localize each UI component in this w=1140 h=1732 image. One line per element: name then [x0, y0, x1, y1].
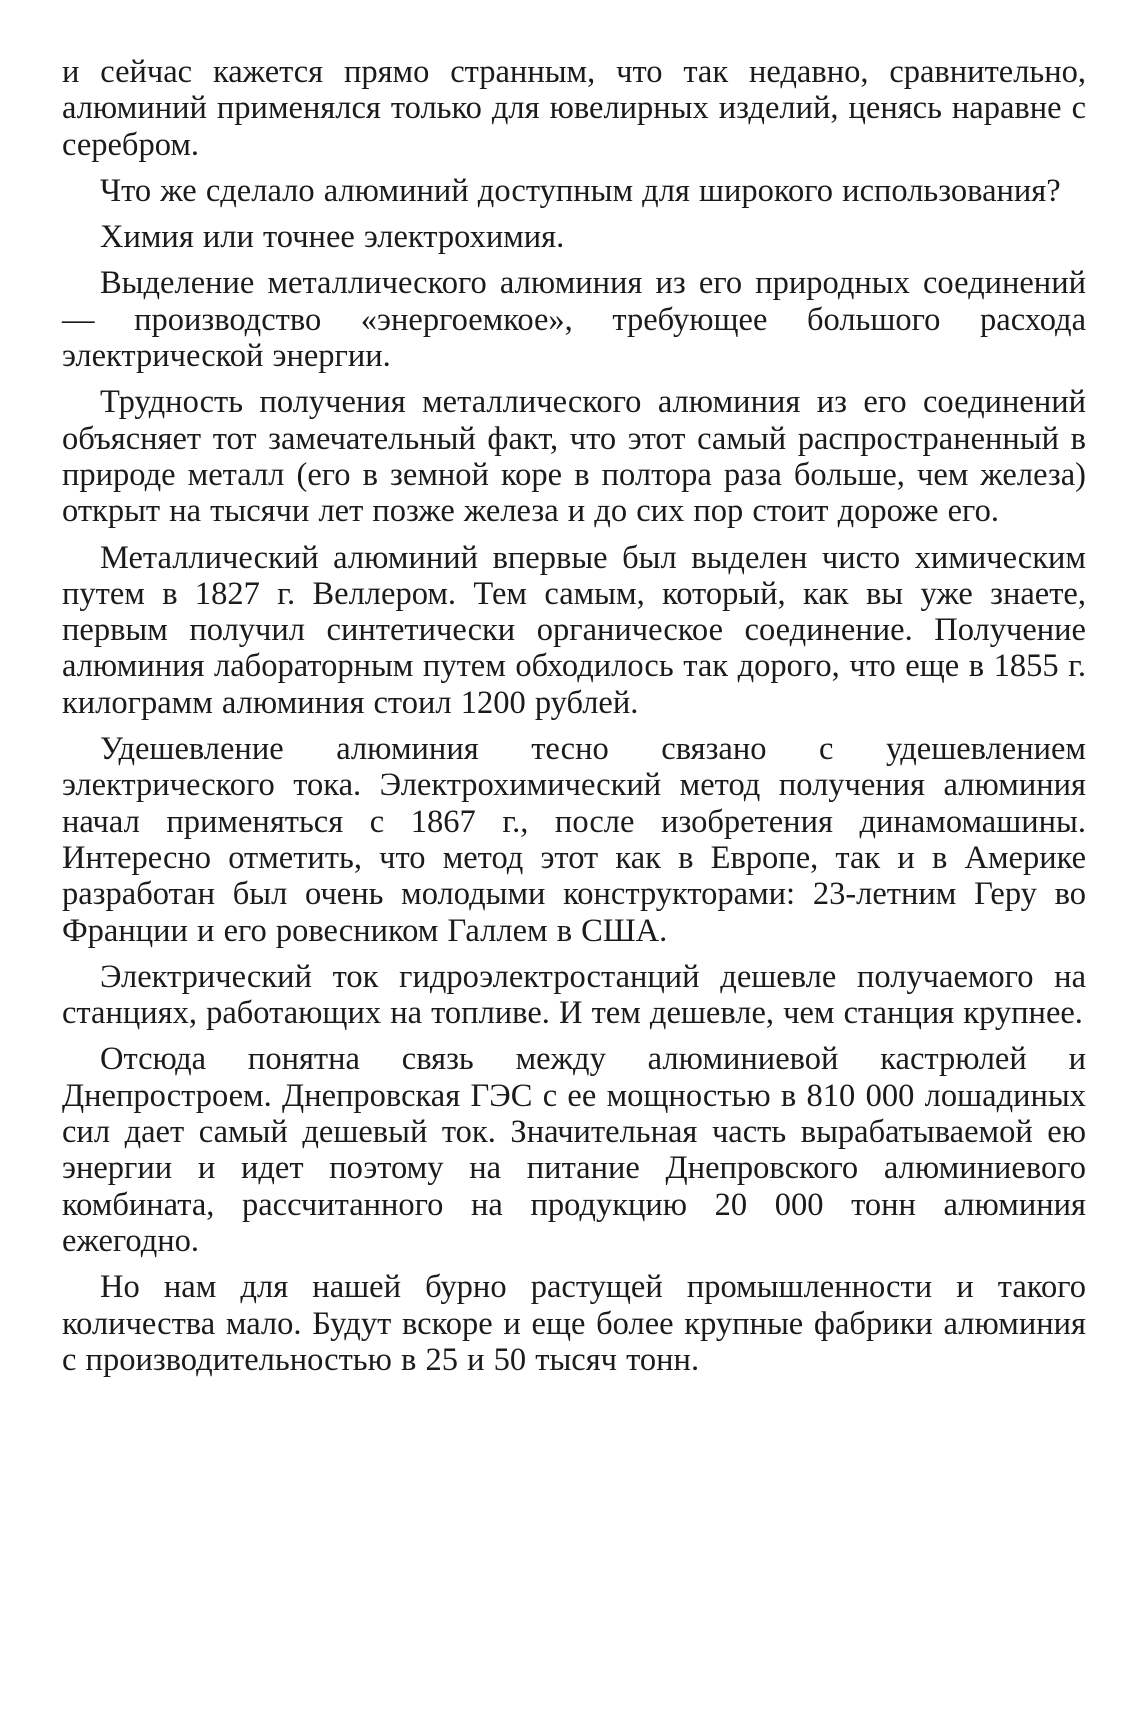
paragraph-1: и сейчас кажется прямо странным, что так недавно, сравнительно, алюминий применялся только для ювелирных изделий, ценясь наравне с серебром.: [62, 54, 1086, 163]
paragraph-2: Что же сделало алюминий доступным для широкого использования?: [100, 172, 1061, 209]
paragraph-10: Но нам для нашей бурно растущей промышленности и такого количества мало. Будут вскоре и еще более крупные фабрики алюминия с производительностью в 25 и 50 тысяч тонн.: [62, 1269, 1086, 1378]
paragraph-8: Электрический ток гидроэлектростанций дешевле получаемого на станциях, работающих на топливе. И тем дешевле, чем станция крупнее.: [62, 958, 1086, 1032]
paragraph-5: Трудность получения металлического алюминия из его соединений объясняет тот замечательный факт, что этот самый распространенный в природе металл (его в земной коре в полтора раза больше, чем железа) открыт на тысячи лет позже железа и до сих пор стоит дороже его.: [62, 384, 1086, 530]
document-page: [62, 54, 1086, 1388]
paragraph-3: Химия или точнее электрохимия.: [100, 219, 565, 256]
paragraph-6: Металлический алюминий впервые был выделен чисто химическим путем в 1827 г. Веллером. Тем самым, который, как вы уже знаете, первым получил синтетически органическое соединение. Получение алюминия лабораторным путем обходилось так дорого, что еще в 1855 г. килограмм алюминия стоил 1200 рублей.: [62, 539, 1086, 721]
paragraph-7: Удешевление алюминия тесно связано с удешевлением электрического тока. Электрохимический метод получения алюминия начал применяться с 1867 г., после изобретения динамомашины. Интересно отметить, что метод этот как в Европе, так и в Америке разработан был очень молодыми конструкторами: 23-летним Геру во Франции и его ровесником Галлем в США.: [62, 731, 1086, 949]
paragraph-9: Отсюда понятна связь между алюминиевой кастрюлей и Днепростроем. Днепровская ГЭС с ее мощностью в 810 000 лошадиных сил дает самый дешевый ток. Значительная часть вырабатываемой ею энергии и идет поэтому на питание Днепровского алюминиевого комбината, рассчитанного на продукцию 20 000 тонн алюминия ежегодно.: [62, 1041, 1086, 1259]
paragraph-4: Выделение металлического алюминия из его природных соединений — производство «энергоемкое», требующее большого расхода электрической энергии.: [62, 265, 1086, 375]
